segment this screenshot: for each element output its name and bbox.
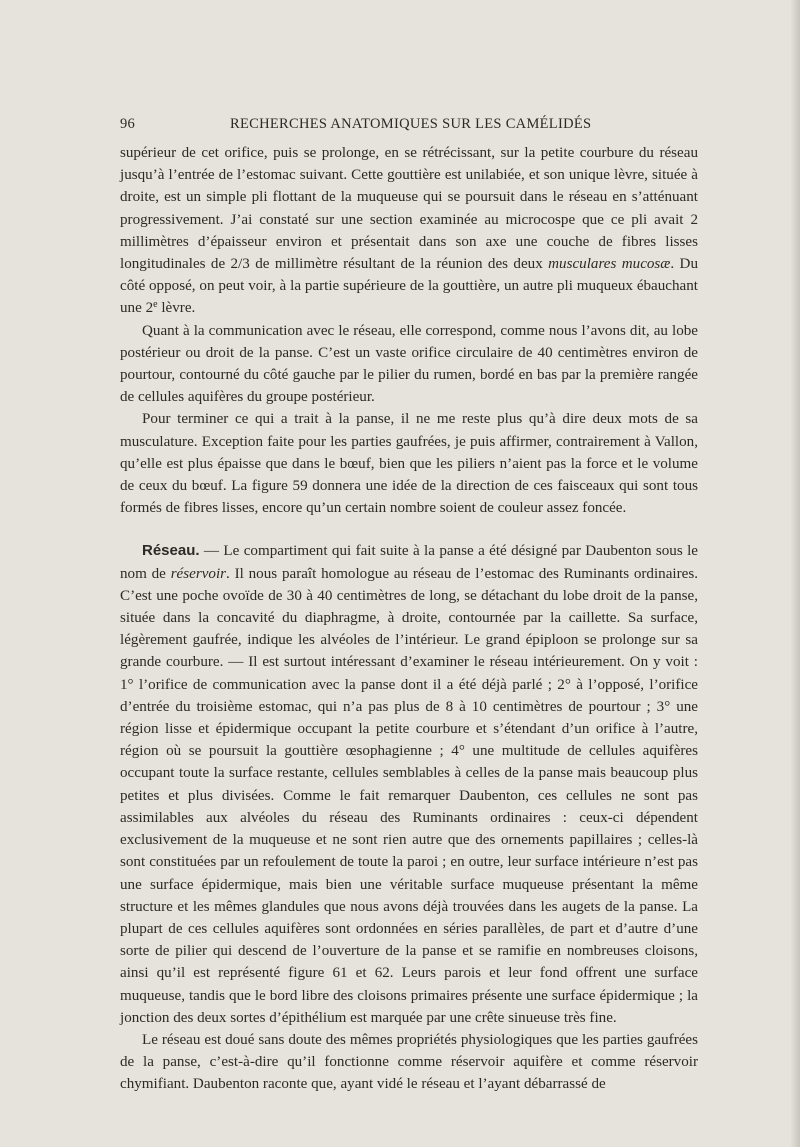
text-segment: . Du côté opposé, on peut voir, à la partie supérieure de la gouttière, un autre pli muqueux ébauchant une 2 — [120, 256, 699, 317]
paragraph-p5 — [120, 1029, 698, 1096]
text-segment: lèvre. — [157, 300, 196, 317]
running-header — [120, 116, 698, 138]
paragraph-p3 — [120, 408, 698, 519]
text-segment: . Il nous paraît homologue au réseau de l’estomac des Ruminants ordinaires. C’est une poche ovoïde de 30 à 40 centimètres de long, se détachant du lobe droit de la panse, située dans la concavité du diaphragme, à droite, contournée par la caillette. Sa surface, légèrement gaufrée, indique les alvéoles de l’intérieur. Le grand épiploon se prolonge sur sa grande courbure. — Il est surtout intéressant d’examiner le réseau intérieurement. On y voit : 1° l’orifice de communication avec la panse dont il a été déjà parlé ; 2° à l’opposé, l’orifice d’entrée du troisième estomac, qui n’a pas plus de 8 à 10 centimètres de pourtour ; 3° une région lisse et épidermique occupant la petite courbure et s’étendant d’un orifice à l’autre, région où se poursuit la gouttière œsophagienne ; 4° une multitude de cellules aquifères occupant toute la surface restante, cellules semblables à celles de la panse mais beaucoup plus petites et plus divisées. Comme le fait remarquer Daubenton, ces cellules ne sont pas assimilables aux alvéoles du réseau des Ruminants ordinaires : ceux-ci dépendent exclusivement de la muqueuse et ne sont rien autre que des ornements papillaires ; celles-là sont constituées par un refoulement de toute la paroi ; en outre, leur surface intérieure n’est pas une surface épidermique, mais bien une véritable surface muqueuse présentant la même structure et les mêmes glandules que nous avons déjà trouvées dans les augets de la panse. La plupart de ces cellules aquifères sont ordonnées en séries parallèles, de part et d’autre d’une sorte de pilier qui descend de l’ouverture de la panse et se ramifie en nombreuses cloisons, ainsi qu’il est représenté figure 61 et 62. Leurs parois et leur fond offrent une surface muqueuse, tandis que le bord libre des cloisons primaires présente une surface épidermique ; la jonction des deux sortes d’épithélium est marquée par une crête sinueuse très fine. — [120, 565, 698, 1026]
text-segment: Pour terminer ce qui a trait à la panse, il ne me reste plus qu’à dire deux mots de sa musculature. Exception faite pour les parties gaufrées, je puis affirmer, contrairement à Vallon, qu’elle est plus épaisse que dans le bœuf, bien que les piliers n’aient pas la force et le volume de ceux du bœuf. La figure 59 donnera une idée de la direction de ces faisceaux qui sont tous formés de fibres lisses, encore qu’un certain nombre soient de couleur assez foncée. — [120, 411, 698, 517]
text-segment: Quant à la communication avec le réseau, elle correspond, comme nous l’avons dit, au lobe postérieur ou droit de la panse. C’est un vaste orifice circulaire de 40 centimètres environ de pourtour, contourné du côté gauche par le pilier du rumen, bordé en bas par la première rangée de cellules aquifères du groupe postérieur. — [120, 322, 698, 406]
page-edge-shadow — [790, 0, 800, 1147]
body-text — [120, 142, 698, 1096]
running-title: RECHERCHES ANATOMIQUES SUR LES CAMÉLIDÉS — [230, 116, 592, 132]
text-segment: — Le compartiment qui fait suite à la panse a été désigné par Daubenton sous le nom de — [120, 543, 698, 582]
text-segment: supérieur de cet orifice, puis se prolonge, en se rétrécissant, sur la petite courbure du réseau jusqu’à l’entrée de l’estomac suivant. Cette gouttière est unilabiée, et son unique lèvre, située à droite, est un simple pli flottant de la muqueuse qui se poursuit dans le réseau en s’atténuant progressivement. J’ai constaté sur une section examinée au microcospe que ce pli avait 2 millimètres d’épaisseur environ et présentait dans son axe une couche de fibres lisses longitudinales de 2/3 de millimètre résultant de la réunion des deux — [120, 145, 698, 273]
paragraph-p2 — [120, 320, 698, 409]
paragraph-p4 — [120, 540, 698, 1028]
page-number: 96 — [120, 116, 136, 132]
text-segment: réservoir — [170, 565, 227, 582]
text-segment: musculares mucosæ — [548, 256, 671, 273]
paragraph-p1 — [120, 142, 698, 320]
text-segment: e — [153, 299, 158, 311]
text-segment: Le réseau est doué sans doute des mêmes propriétés physiologiques que les parties gaufrées de la panse, c’est-à-dire qu’il fonctionne comme réservoir aquifère et comme réservoir chymifiant. Daubenton raconte que, ayant vidé le réseau et l’ayant débarrassé de — [120, 1031, 698, 1093]
section-heading: Réseau. — [142, 542, 200, 560]
